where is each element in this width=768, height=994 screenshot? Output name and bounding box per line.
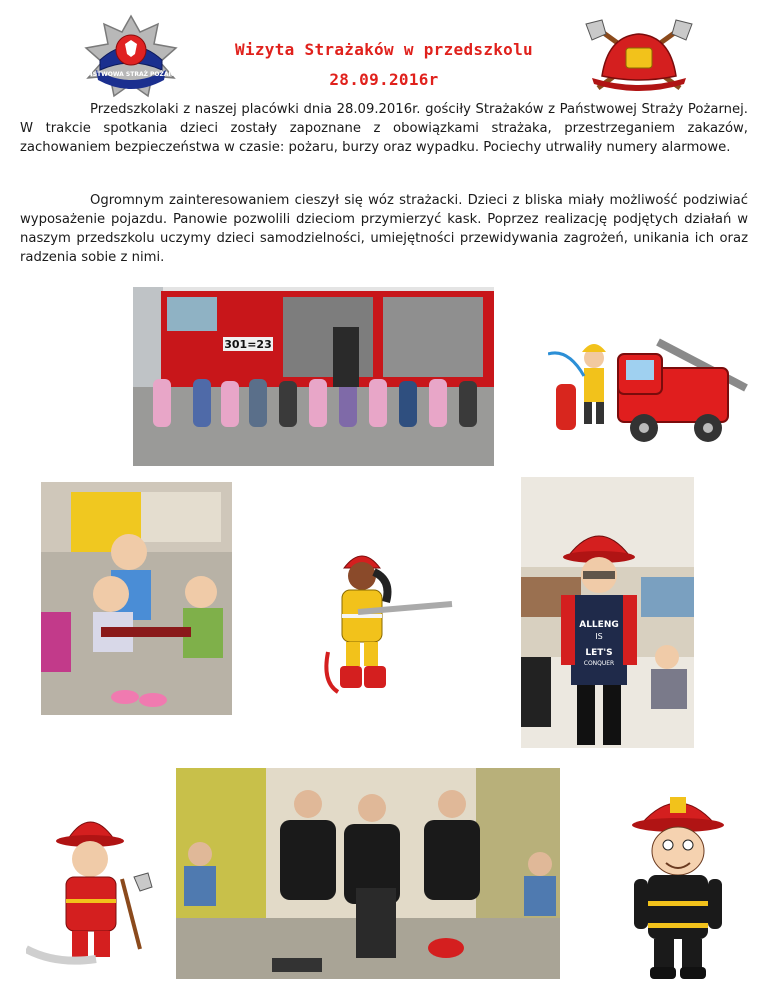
- paragraph-1-text: Przedszkolaki z naszej placówki dnia 28.09.2016r. gościły Strażaków z Państwowej Straży Pożarnej. W trakcie spotkania dzieci zostały zapoznane z obowiązkami strażaka, przestrzeganiem zakazów, zachowaniem bezpieczeństwa w czasie: pożaru, burzy oraz wypadku. Pociechy utrwaliły numery alarmowe.: [20, 102, 748, 155]
- logo-text: PAŃSTWOWA STRAŻ POŻARNA: [79, 71, 183, 78]
- paragraph-2: [20, 191, 748, 267]
- children-hose-photo: [41, 482, 232, 715]
- firefighters-seated-photo: [176, 768, 560, 979]
- paragraph-2-text: Ogromnym zainteresowaniem cieszył się wóz strażacki. Dzieci z bliska miały możliwość podziwiać wyposażenie pojazdu. Panowie pozwolili dzieciom przymierzyć kask. Poprzez realizację podjętych działań w naszym przedszkolu uczymy dzieci samodzielności, umiejętności przewidywania zagrożeń, unikania ich oraz radzenia sobie z nimi.: [20, 193, 748, 265]
- shirt-text-3: LET'S: [585, 648, 613, 658]
- shirt-text-2: IS: [595, 632, 603, 641]
- firefighter-boy-clipart: [26, 799, 164, 967]
- paragraph-1: [20, 100, 748, 157]
- fire-truck-clipart: [548, 324, 748, 448]
- page-date: 28.09.2016r: [329, 70, 439, 89]
- firefighter-cartoon-clipart: [622, 783, 734, 983]
- truck-plate: 301=23: [224, 338, 272, 351]
- boy-helmet-photo: [521, 477, 694, 748]
- shirt-text-1: ALLENG: [579, 620, 619, 630]
- firefighter-woman-clipart: [318, 542, 454, 694]
- page-title: Wizyta Strażaków w przedszkolu: [235, 40, 533, 59]
- fire-truck-group-photo: [133, 287, 494, 466]
- shirt-text-4: CONQUER: [583, 660, 615, 667]
